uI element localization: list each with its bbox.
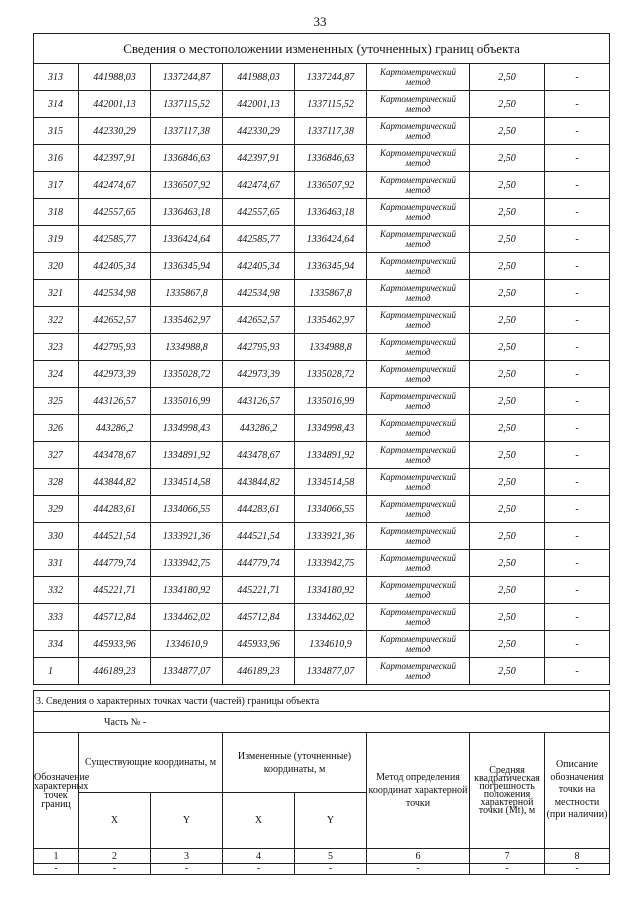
changed-y: 1336507,92	[295, 172, 367, 199]
method-cell: Картометрический метод	[367, 253, 470, 280]
header-existing-x: X	[79, 793, 151, 849]
error-cell: 2,50	[470, 442, 545, 469]
description-cell: -	[545, 334, 610, 361]
existing-y: 1334891,92	[151, 442, 223, 469]
description-cell: -	[545, 523, 610, 550]
column-number: 2	[79, 849, 151, 864]
changed-x: 442474,67	[223, 172, 295, 199]
table-row	[34, 118, 610, 145]
section3-title: 3. Сведения о характерных точках части (частей) границы объекта	[34, 691, 610, 712]
empty-cell: -	[295, 864, 367, 875]
changed-y: 1337117,38	[295, 118, 367, 145]
existing-y: 1334877,07	[151, 658, 223, 685]
existing-x: 442652,57	[79, 307, 151, 334]
existing-y: 1333942,75	[151, 550, 223, 577]
existing-y: 1334514,58	[151, 469, 223, 496]
point-number: 321	[34, 280, 79, 307]
existing-x: 444779,74	[79, 550, 151, 577]
header-method: Метод определения координат характерной точки	[367, 733, 470, 849]
existing-y: 1337115,52	[151, 91, 223, 118]
error-cell: 2,50	[470, 496, 545, 523]
existing-x: 442585,77	[79, 226, 151, 253]
table-row	[34, 199, 610, 226]
description-cell: -	[545, 550, 610, 577]
page-number: 33	[313, 14, 327, 29]
error-cell: 2,50	[470, 118, 545, 145]
method-cell: Картометрический метод	[367, 307, 470, 334]
description-cell: -	[545, 496, 610, 523]
changed-y: 1335462,97	[295, 307, 367, 334]
existing-x: 442397,91	[79, 145, 151, 172]
method-cell: Картометрический метод	[367, 145, 470, 172]
existing-y: 1334462,02	[151, 604, 223, 631]
changed-x: 441988,03	[223, 64, 295, 91]
point-number: 329	[34, 496, 79, 523]
method-cell: Картометрический метод	[367, 604, 470, 631]
error-cell: 2,50	[470, 550, 545, 577]
table-row	[34, 631, 610, 658]
existing-x: 442973,39	[79, 361, 151, 388]
description-cell: -	[545, 64, 610, 91]
point-number: 315	[34, 118, 79, 145]
point-number: 333	[34, 604, 79, 631]
error-cell: 2,50	[470, 361, 545, 388]
method-cell: Картометрический метод	[367, 442, 470, 469]
existing-x: 445933,96	[79, 631, 151, 658]
table-row	[34, 658, 610, 685]
changed-x: 444283,61	[223, 496, 295, 523]
method-cell: Картометрический метод	[367, 64, 470, 91]
existing-x: 442001,13	[79, 91, 151, 118]
changed-y: 1334998,43	[295, 415, 367, 442]
description-cell: -	[545, 577, 610, 604]
point-number: 326	[34, 415, 79, 442]
description-cell: -	[545, 226, 610, 253]
error-cell: 2,50	[470, 415, 545, 442]
changed-y: 1336345,94	[295, 253, 367, 280]
existing-y: 1336424,64	[151, 226, 223, 253]
error-cell: 2,50	[470, 469, 545, 496]
existing-y: 1336846,63	[151, 145, 223, 172]
point-number: 334	[34, 631, 79, 658]
existing-x: 442557,65	[79, 199, 151, 226]
method-cell: Картометрический метод	[367, 172, 470, 199]
table-row	[34, 604, 610, 631]
point-number: 313	[34, 64, 79, 91]
column-number: 3	[151, 849, 223, 864]
empty-cell: -	[34, 864, 79, 875]
changed-y: 1334066,55	[295, 496, 367, 523]
table-row	[34, 145, 610, 172]
existing-x: 443286,2	[79, 415, 151, 442]
point-number: 328	[34, 469, 79, 496]
point-number: 323	[34, 334, 79, 361]
description-cell: -	[545, 172, 610, 199]
existing-y: 1336507,92	[151, 172, 223, 199]
description-cell: -	[545, 253, 610, 280]
error-cell: 2,50	[470, 523, 545, 550]
changed-x: 442001,13	[223, 91, 295, 118]
changed-y: 1334891,92	[295, 442, 367, 469]
table-row	[34, 577, 610, 604]
existing-y: 1335867,8	[151, 280, 223, 307]
description-cell: -	[545, 442, 610, 469]
changed-y: 1336463,18	[295, 199, 367, 226]
changed-y: 1334988,8	[295, 334, 367, 361]
error-cell: 2,50	[470, 91, 545, 118]
changed-y: 1335867,8	[295, 280, 367, 307]
changed-x: 442557,65	[223, 199, 295, 226]
table-row	[34, 523, 610, 550]
existing-y: 1336463,18	[151, 199, 223, 226]
changed-y: 1334462,02	[295, 604, 367, 631]
description-cell: -	[545, 199, 610, 226]
existing-x: 445221,71	[79, 577, 151, 604]
changed-x: 443478,67	[223, 442, 295, 469]
empty-cell: -	[151, 864, 223, 875]
changed-x: 443126,57	[223, 388, 295, 415]
header-existing-coordinates: Существующие координаты, м	[79, 733, 223, 793]
header-changed-y: Y	[295, 793, 367, 849]
changed-x: 443286,2	[223, 415, 295, 442]
changed-x: 445933,96	[223, 631, 295, 658]
method-cell: Картометрический метод	[367, 118, 470, 145]
column-number: 5	[295, 849, 367, 864]
description-cell: -	[545, 280, 610, 307]
table-row	[34, 226, 610, 253]
changed-x: 442534,98	[223, 280, 295, 307]
error-cell: 2,50	[470, 226, 545, 253]
method-cell: Картометрический метод	[367, 388, 470, 415]
description-cell: -	[545, 415, 610, 442]
table-row	[34, 469, 610, 496]
header-changed-x: X	[223, 793, 295, 849]
existing-x: 442474,67	[79, 172, 151, 199]
changed-y: 1336424,64	[295, 226, 367, 253]
section3-table	[33, 690, 610, 875]
method-cell: Картометрический метод	[367, 658, 470, 685]
column-number-row	[34, 849, 610, 864]
existing-x: 442534,98	[79, 280, 151, 307]
column-number: 7	[470, 849, 545, 864]
table-row	[34, 91, 610, 118]
error-cell: 2,50	[470, 658, 545, 685]
method-cell: Картометрический метод	[367, 550, 470, 577]
changed-x: 444521,54	[223, 523, 295, 550]
column-number: 6	[367, 849, 470, 864]
point-number: 324	[34, 361, 79, 388]
table-row	[34, 361, 610, 388]
table-row	[34, 280, 610, 307]
point-number: 332	[34, 577, 79, 604]
changed-y: 1335028,72	[295, 361, 367, 388]
description-cell: -	[545, 604, 610, 631]
existing-y: 1333921,36	[151, 523, 223, 550]
method-cell: Картометрический метод	[367, 280, 470, 307]
header-point-description: Описание обозначения точки на местности (при наличии)	[545, 733, 610, 849]
description-cell: -	[545, 469, 610, 496]
header-changed-coordinates: Измененные (уточненные) координаты, м	[223, 733, 367, 793]
description-cell: -	[545, 91, 610, 118]
method-cell: Картометрический метод	[367, 199, 470, 226]
changed-y: 1333942,75	[295, 550, 367, 577]
table-row	[34, 307, 610, 334]
boundary-points-table	[33, 33, 610, 685]
description-cell: -	[545, 631, 610, 658]
error-cell: 2,50	[470, 307, 545, 334]
point-number: 319	[34, 226, 79, 253]
header-point-designation: Обозначение характерных точек границ	[34, 733, 79, 849]
empty-cell: -	[79, 864, 151, 875]
point-number: 331	[34, 550, 79, 577]
changed-x: 445221,71	[223, 577, 295, 604]
point-number: 318	[34, 199, 79, 226]
existing-y: 1334988,8	[151, 334, 223, 361]
part-number-label: Часть № -	[34, 712, 610, 733]
existing-x: 443844,82	[79, 469, 151, 496]
table-row	[34, 496, 610, 523]
changed-y: 1334610,9	[295, 631, 367, 658]
changed-x: 442405,34	[223, 253, 295, 280]
error-cell: 2,50	[470, 280, 545, 307]
point-number: 322	[34, 307, 79, 334]
changed-y: 1334514,58	[295, 469, 367, 496]
changed-y: 1336846,63	[295, 145, 367, 172]
existing-y: 1335016,99	[151, 388, 223, 415]
existing-x: 442795,93	[79, 334, 151, 361]
method-cell: Картометрический метод	[367, 226, 470, 253]
changed-y: 1335016,99	[295, 388, 367, 415]
existing-x: 442405,34	[79, 253, 151, 280]
description-cell: -	[545, 658, 610, 685]
table-row	[34, 550, 610, 577]
point-number: 327	[34, 442, 79, 469]
method-cell: Картометрический метод	[367, 91, 470, 118]
existing-y: 1335462,97	[151, 307, 223, 334]
existing-y: 1334180,92	[151, 577, 223, 604]
error-cell: 2,50	[470, 64, 545, 91]
error-cell: 2,50	[470, 631, 545, 658]
header-mean-square-error: Средняя квадратическая погрешность положения характерной точки (Mt), м	[470, 733, 545, 849]
existing-y: 1334610,9	[151, 631, 223, 658]
error-cell: 2,50	[470, 253, 545, 280]
existing-x: 442330,29	[79, 118, 151, 145]
changed-y: 1337244,87	[295, 64, 367, 91]
point-number: 1	[34, 658, 79, 685]
table-row	[34, 334, 610, 361]
method-cell: Картометрический метод	[367, 523, 470, 550]
error-cell: 2,50	[470, 604, 545, 631]
empty-cell: -	[367, 864, 470, 875]
changed-x: 442330,29	[223, 118, 295, 145]
table-row	[34, 415, 610, 442]
changed-x: 443844,82	[223, 469, 295, 496]
changed-x: 442795,93	[223, 334, 295, 361]
changed-y: 1334877,07	[295, 658, 367, 685]
error-cell: 2,50	[470, 388, 545, 415]
point-number: 330	[34, 523, 79, 550]
point-number: 316	[34, 145, 79, 172]
changed-y: 1337115,52	[295, 91, 367, 118]
table-row	[34, 64, 610, 91]
header-existing-y: Y	[151, 793, 223, 849]
changed-x: 442652,57	[223, 307, 295, 334]
table-row	[34, 172, 610, 199]
error-cell: 2,50	[470, 577, 545, 604]
table-row	[34, 442, 610, 469]
column-number: 1	[34, 849, 79, 864]
point-number: 325	[34, 388, 79, 415]
table-title: Сведения о местоположении измененных (уточненных) границ объекта	[34, 34, 610, 64]
existing-y: 1336345,94	[151, 253, 223, 280]
method-cell: Картометрический метод	[367, 631, 470, 658]
description-cell: -	[545, 388, 610, 415]
changed-x: 445712,84	[223, 604, 295, 631]
changed-y: 1333921,36	[295, 523, 367, 550]
changed-x: 442397,91	[223, 145, 295, 172]
method-cell: Картометрический метод	[367, 496, 470, 523]
error-cell: 2,50	[470, 334, 545, 361]
method-cell: Картометрический метод	[367, 334, 470, 361]
method-cell: Картометрический метод	[367, 361, 470, 388]
point-number: 314	[34, 91, 79, 118]
existing-x: 441988,03	[79, 64, 151, 91]
existing-y: 1334066,55	[151, 496, 223, 523]
empty-cell: -	[223, 864, 295, 875]
existing-x: 443478,67	[79, 442, 151, 469]
column-number: 8	[545, 849, 610, 864]
existing-y: 1337244,87	[151, 64, 223, 91]
existing-x: 444283,61	[79, 496, 151, 523]
point-number: 317	[34, 172, 79, 199]
existing-x: 444521,54	[79, 523, 151, 550]
existing-y: 1335028,72	[151, 361, 223, 388]
description-cell: -	[545, 145, 610, 172]
changed-x: 444779,74	[223, 550, 295, 577]
point-number: 320	[34, 253, 79, 280]
empty-data-row	[34, 864, 610, 875]
existing-y: 1337117,38	[151, 118, 223, 145]
column-number: 4	[223, 849, 295, 864]
existing-x: 446189,23	[79, 658, 151, 685]
changed-x: 442585,77	[223, 226, 295, 253]
description-cell: -	[545, 118, 610, 145]
changed-x: 442973,39	[223, 361, 295, 388]
method-cell: Картометрический метод	[367, 469, 470, 496]
table-row	[34, 253, 610, 280]
table-row	[34, 388, 610, 415]
empty-cell: -	[470, 864, 545, 875]
existing-x: 443126,57	[79, 388, 151, 415]
changed-y: 1334180,92	[295, 577, 367, 604]
description-cell: -	[545, 307, 610, 334]
error-cell: 2,50	[470, 172, 545, 199]
method-cell: Картометрический метод	[367, 415, 470, 442]
empty-cell: -	[545, 864, 610, 875]
error-cell: 2,50	[470, 145, 545, 172]
description-cell: -	[545, 361, 610, 388]
changed-x: 446189,23	[223, 658, 295, 685]
method-cell: Картометрический метод	[367, 577, 470, 604]
error-cell: 2,50	[470, 199, 545, 226]
existing-y: 1334998,43	[151, 415, 223, 442]
existing-x: 445712,84	[79, 604, 151, 631]
